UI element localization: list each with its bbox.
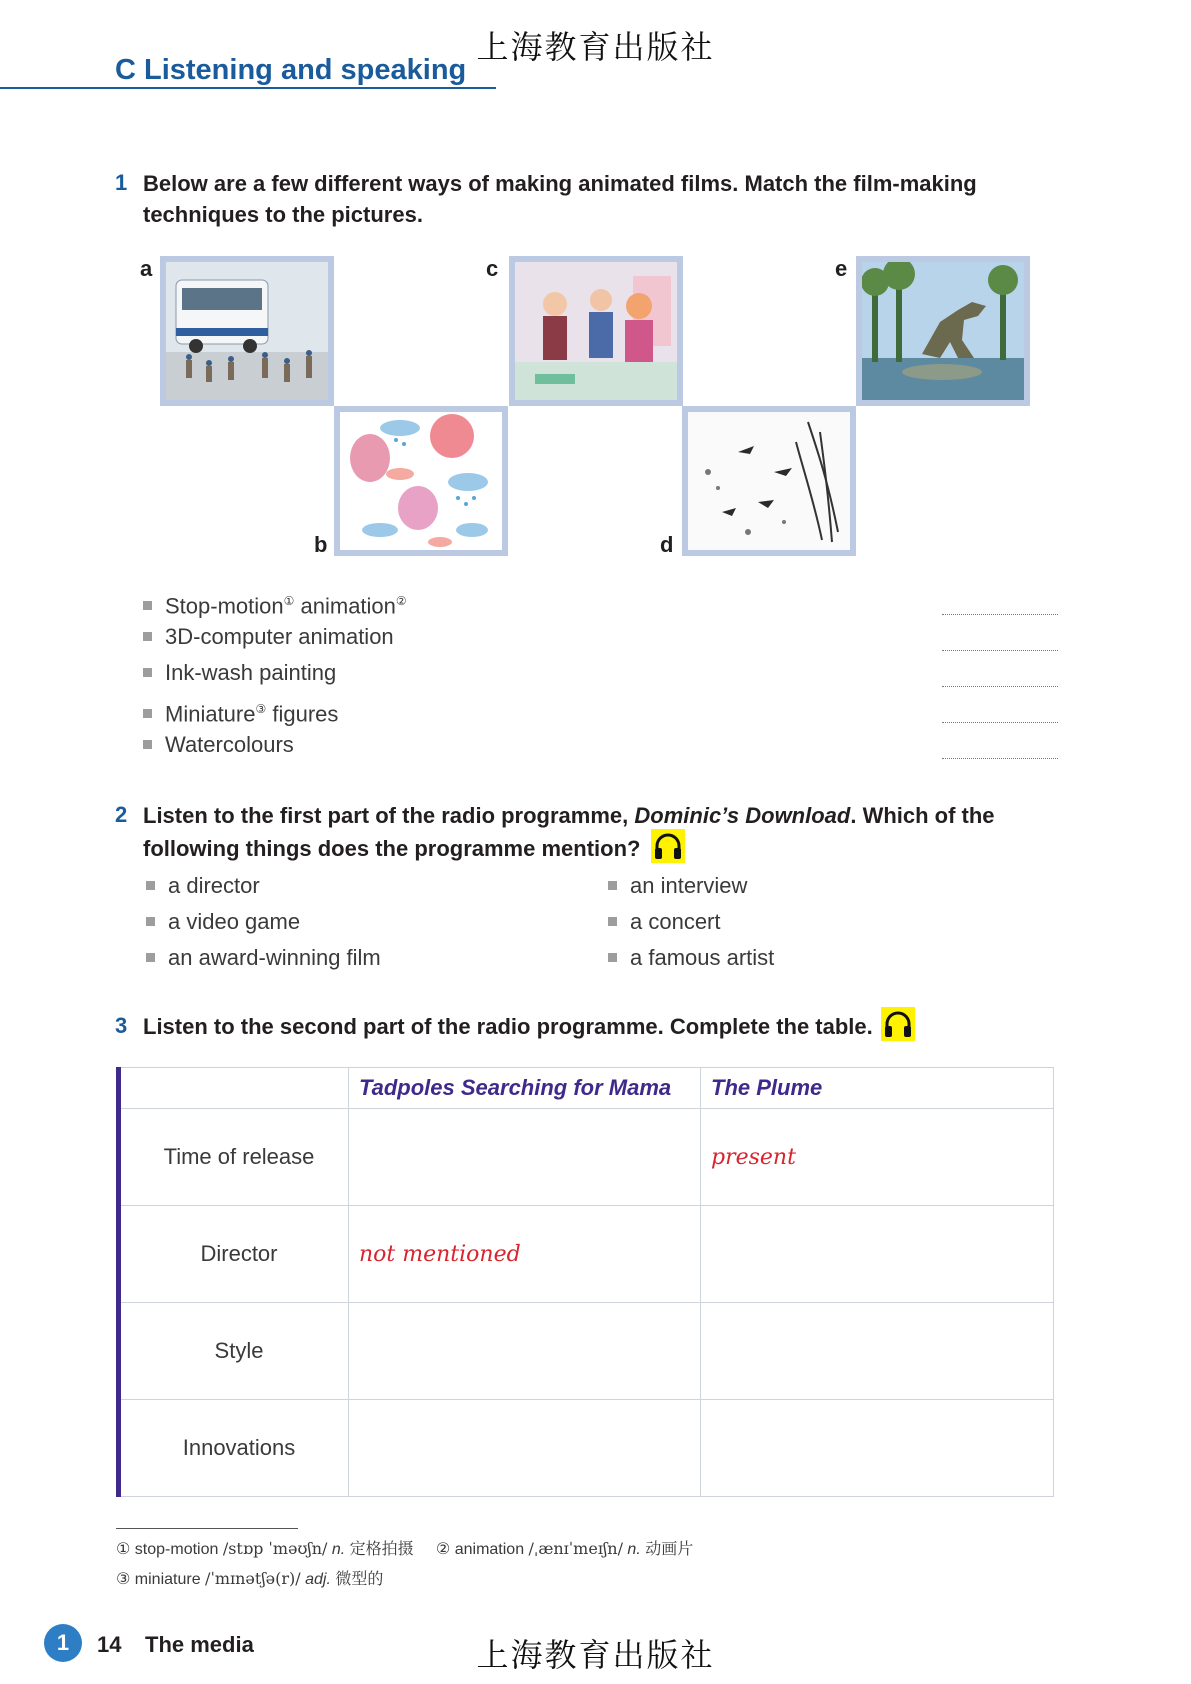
q2-option: an interview	[608, 871, 747, 901]
publisher-header: 上海教育出版社	[476, 28, 715, 66]
answer-cell[interactable]: not mentioned	[349, 1206, 701, 1303]
technique-item: Stop-motion① animation②	[143, 586, 407, 616]
technique-item: Ink-wash painting	[143, 658, 336, 688]
footnote-rule	[116, 1528, 298, 1529]
picture-label-b: b	[314, 532, 328, 557]
column-header: Tadpoles Searching for Mama	[349, 1068, 701, 1109]
answer-cell[interactable]	[349, 1400, 701, 1497]
picture-label-d: d	[660, 532, 674, 557]
section-rule	[0, 87, 496, 89]
q1-line2: techniques to the pictures.	[143, 202, 423, 227]
bullet-square	[608, 953, 617, 962]
row-label: Style	[119, 1303, 349, 1400]
q1-line1: Below are a few different ways of making animated films. Match the film-making	[143, 171, 977, 196]
q2-line1: Listen to the first part of the radio programme, Dominic’s Download. Which of the	[143, 803, 995, 828]
answer-cell[interactable]	[701, 1206, 1054, 1303]
row-label: Innovations	[119, 1400, 349, 1497]
table-row	[119, 1206, 1054, 1303]
programme-title: Dominic’s Download	[634, 803, 851, 828]
q2-line2: following things does the programme mention?	[143, 836, 641, 861]
bullet-square	[143, 632, 152, 641]
picture-e-frame	[856, 256, 1030, 406]
picture-d-frame	[682, 406, 856, 556]
q2-option: a concert	[608, 907, 721, 937]
bullet-square	[608, 881, 617, 890]
column-header: The Plume	[701, 1068, 1054, 1109]
technique-item: 3D-computer animation	[143, 622, 394, 652]
answer-cell[interactable]	[349, 1303, 701, 1400]
picture-a-frame	[160, 256, 334, 406]
technique-item: Watercolours	[143, 730, 294, 760]
picture-d-ink-wash-fish	[688, 412, 850, 550]
picture-label-a: a	[140, 256, 153, 281]
answer-blank[interactable]	[942, 758, 1058, 759]
answer-cell[interactable]	[349, 1109, 701, 1206]
bullet-square	[143, 709, 152, 718]
chapter-badge: 1	[44, 1624, 82, 1662]
picture-label-e: e	[835, 256, 848, 281]
answer-blank[interactable]	[942, 686, 1058, 687]
bullet-square	[146, 917, 155, 926]
bullet-square	[608, 917, 617, 926]
bullet-square	[143, 668, 152, 677]
q1-number: 1	[115, 170, 128, 195]
q3-number: 3	[115, 1013, 128, 1038]
bullet-square	[143, 740, 152, 749]
section-title: C Listening and speaking	[115, 54, 467, 86]
bullet-square	[146, 881, 155, 890]
answer-cell[interactable]	[701, 1400, 1054, 1497]
answer-cell[interactable]: present	[701, 1109, 1054, 1206]
table-row	[119, 1109, 1054, 1206]
bullet-square	[146, 953, 155, 962]
bullet-square	[143, 601, 152, 610]
table-corner	[119, 1068, 349, 1109]
table-row	[119, 1400, 1054, 1497]
q2-option: a video game	[146, 907, 300, 937]
q2-option: a famous artist	[608, 943, 774, 973]
footer-section-title: The media	[145, 1632, 254, 1657]
picture-e-3d-dinosaur	[862, 262, 1024, 400]
footnote-line-2: ③ miniature /ˈmɪnətʃə(r)/ adj. 微型的	[116, 1569, 384, 1588]
answer-blank[interactable]	[942, 722, 1058, 723]
table-row	[119, 1303, 1054, 1400]
page-number: 14	[97, 1632, 122, 1657]
q2-option: a director	[146, 871, 260, 901]
table-header-row	[119, 1068, 1054, 1109]
picture-b-watercolour-balloons	[340, 412, 502, 550]
picture-b-frame	[334, 406, 508, 556]
picture-label-c: c	[486, 256, 499, 281]
q3-text: Listen to the second part of the radio programme. Complete the table.	[143, 1014, 873, 1039]
answer-blank[interactable]	[942, 614, 1058, 615]
answer-cell[interactable]	[701, 1303, 1054, 1400]
headphones-icon[interactable]	[881, 1007, 915, 1041]
publisher-footer: 上海教育出版社	[476, 1636, 715, 1674]
picture-a-miniature-bus	[166, 262, 328, 400]
row-label: Director	[119, 1206, 349, 1303]
answer-table	[116, 1067, 1054, 1497]
footnote-line-1: ① stop-motion /stɒp ˈməʊʃn/ n. 定格拍摄 ② animation /ˌænɪˈmeɪʃn/ n. 动画片	[116, 1539, 694, 1558]
answer-blank[interactable]	[942, 650, 1058, 651]
q2-number: 2	[115, 802, 128, 827]
row-label: Time of release	[119, 1109, 349, 1206]
picture-c-clay-figures	[515, 262, 677, 400]
picture-c-frame	[509, 256, 683, 406]
q2-option: an award-winning film	[146, 943, 381, 973]
technique-item: Miniature③ figures	[143, 694, 338, 724]
headphones-icon[interactable]	[651, 829, 685, 863]
